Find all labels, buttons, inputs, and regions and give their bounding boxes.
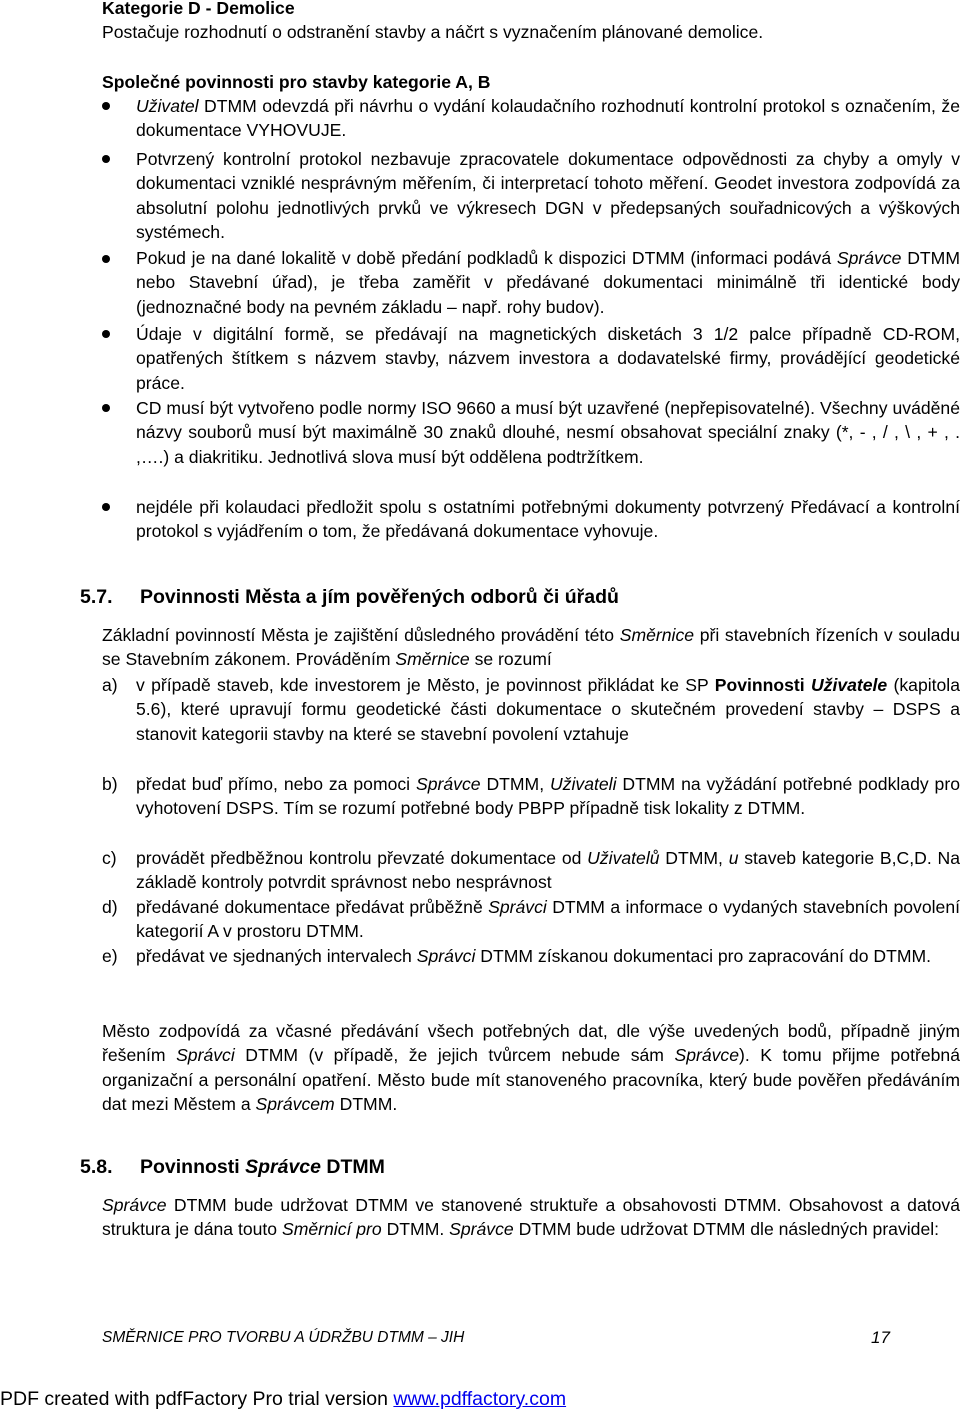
list-item: předávat ve sjednaných intervalech Správci DTMM získanou dokumentaci pro zapracování do DTMM.: [136, 946, 932, 966]
list-item: Uživatel DTMM odevzdá při návrhu o vydání kolaudačního rozhodnutí kontrolní protokol s označením, že dokumentace VYHOVUJE.: [136, 96, 960, 141]
section-title: Povinnosti Města a jím pověřených odborů či úřadů: [140, 586, 619, 608]
list-item: nejdéle při kolaudaci předložit spolu s ostatními potřebnými dokumenty potvrzený Předávací a kontrolní protokol s vyjádřením o tom, že předávaná dokumentace vyhovuje.: [136, 497, 960, 542]
page-number: 17: [871, 1328, 890, 1347]
bullet-icon: [102, 255, 110, 263]
pdf-note-text: PDF created with pdfFactory Pro trial version: [0, 1388, 394, 1410]
bullet-icon: [102, 404, 110, 412]
bullet-icon: [102, 155, 110, 163]
section-text: Správce DTMM bude udržovat DTMM ve stanovené struktuře a obsahovosti DTMM. Obsahovost a datová struktura je dána touto Směrnicí pro DTMM. Správce DTMM bude udržovat DTMM dle následných pravidel:: [102, 1195, 960, 1240]
list-label: e): [102, 946, 118, 966]
category-d-heading: Kategorie D - Demolice: [102, 0, 295, 18]
list-item: v případě staveb, kde investorem je Město, je povinnost přikládat ke SP Povinnosti Uživatele (kapitola 5.6), které upravují formu geodetické části dokumentace o skutečném provedení stavby – DSPS a stanovit kategorii stavby na které se stavební povolení vztahuje: [136, 675, 960, 744]
list-label: b): [102, 774, 118, 794]
list-label: a): [102, 675, 118, 695]
section-number: 5.7.: [80, 586, 113, 608]
list-label: c): [102, 848, 117, 868]
section-closing: Město zodpovídá za včasné předávání všech potřebných dat, dle výše uvedených bodů, případně jiným řešením Správci DTMM (v případě, že jejich tvůrcem nebude sám Správce). K tomu přijme potřebná organizační a personální opatření. Město bude mít stanoveného pracovníka, který bude pověřen předáváním dat mezi Městem a Správcem DTMM.: [102, 1021, 960, 1114]
page-footer: SMĚRNICE PRO TVORBU A ÚDRŽBU DTMM – JIH: [102, 1329, 465, 1346]
common-duties-heading: Společné povinnosti pro stavby kategorie A, B: [102, 72, 491, 92]
section-number: 5.8.: [80, 1156, 113, 1178]
list-item: předat buď přímo, nebo za pomoci Správce DTMM, Uživateli DTMM na vyžádání potřebné podklady pro vyhotovení DSPS. Tím se rozumí potřebné body PBPP případně tisk lokality z DTMM.: [136, 774, 960, 819]
pdffactory-link[interactable]: www.pdffactory.com: [393, 1388, 567, 1410]
pdf-creator-note: [0, 1388, 960, 1411]
section-intro: Základní povinností Města je zajištění důsledného provádění této Směrnice při stavebních řízeních v souladu se Stavebním zákonem. Prováděním Směrnice se rozumí: [102, 625, 960, 670]
list-item: Pokud je na dané lokalitě v době předání podkladů k dispozici DTMM (informaci podává Správce DTMM nebo Stavební úřad), je třeba zaměřit v předávané dokumentaci minimálně tři identické body (jednoznačné body na pevném základu – např. rohy budov).: [136, 248, 960, 317]
section-title: Povinnosti Správce DTMM: [140, 1156, 385, 1178]
list-item: předávané dokumentace předávat průběžně Správci DTMM a informace o vydaných stavebních povolení kategorií A v prostoru DTMM.: [136, 897, 960, 942]
list-item: provádět předběžnou kontrolu převzaté dokumentace od Uživatelů DTMM, u staveb kategorie B,C,D. Na základě kontroly potvrdit správnost nebo nesprávnost: [136, 848, 960, 893]
list-item: CD musí být vytvořeno podle normy ISO 9660 a musí být uzavřené (nepřepisovatelné). Všechny uváděné názvy souborů musí být maximálně 30 znaků dlouhé, nesmí obsahovat speciální znaky (*, - , / , \ , + , . ,….) a diakritiku. Jednotlivá slova musí být oddělena podtržítkem.: [136, 398, 960, 467]
bullet-icon: [102, 503, 110, 511]
list-item: Potvrzený kontrolní protokol nezbavuje zpracovatele dokumentace odpovědnosti za chyby a omyly v dokumentaci vzniklé nesprávným měřením, či interpretací tohoto měření. Geodet investora zodpovídá za absolutní polohu jednotlivých prvků ve výkresech DGN v předepsaných souřadnicových a výškových systémech.: [136, 149, 960, 242]
category-d-text: Postačuje rozhodnutí o odstranění stavby a náčrt s vyznačením plánované demolice.: [102, 22, 764, 42]
bullet-icon: [102, 102, 110, 110]
bullet-icon: [102, 330, 110, 338]
list-label: d): [102, 897, 118, 917]
list-item: Údaje v digitální formě, se předávají na magnetických disketách 3 1/2 palce případně CD-ROM, opatřených štítkem s názvem stavby, názvem investora a dodavatelské firmy, provádějící geodetické práce.: [136, 324, 960, 393]
